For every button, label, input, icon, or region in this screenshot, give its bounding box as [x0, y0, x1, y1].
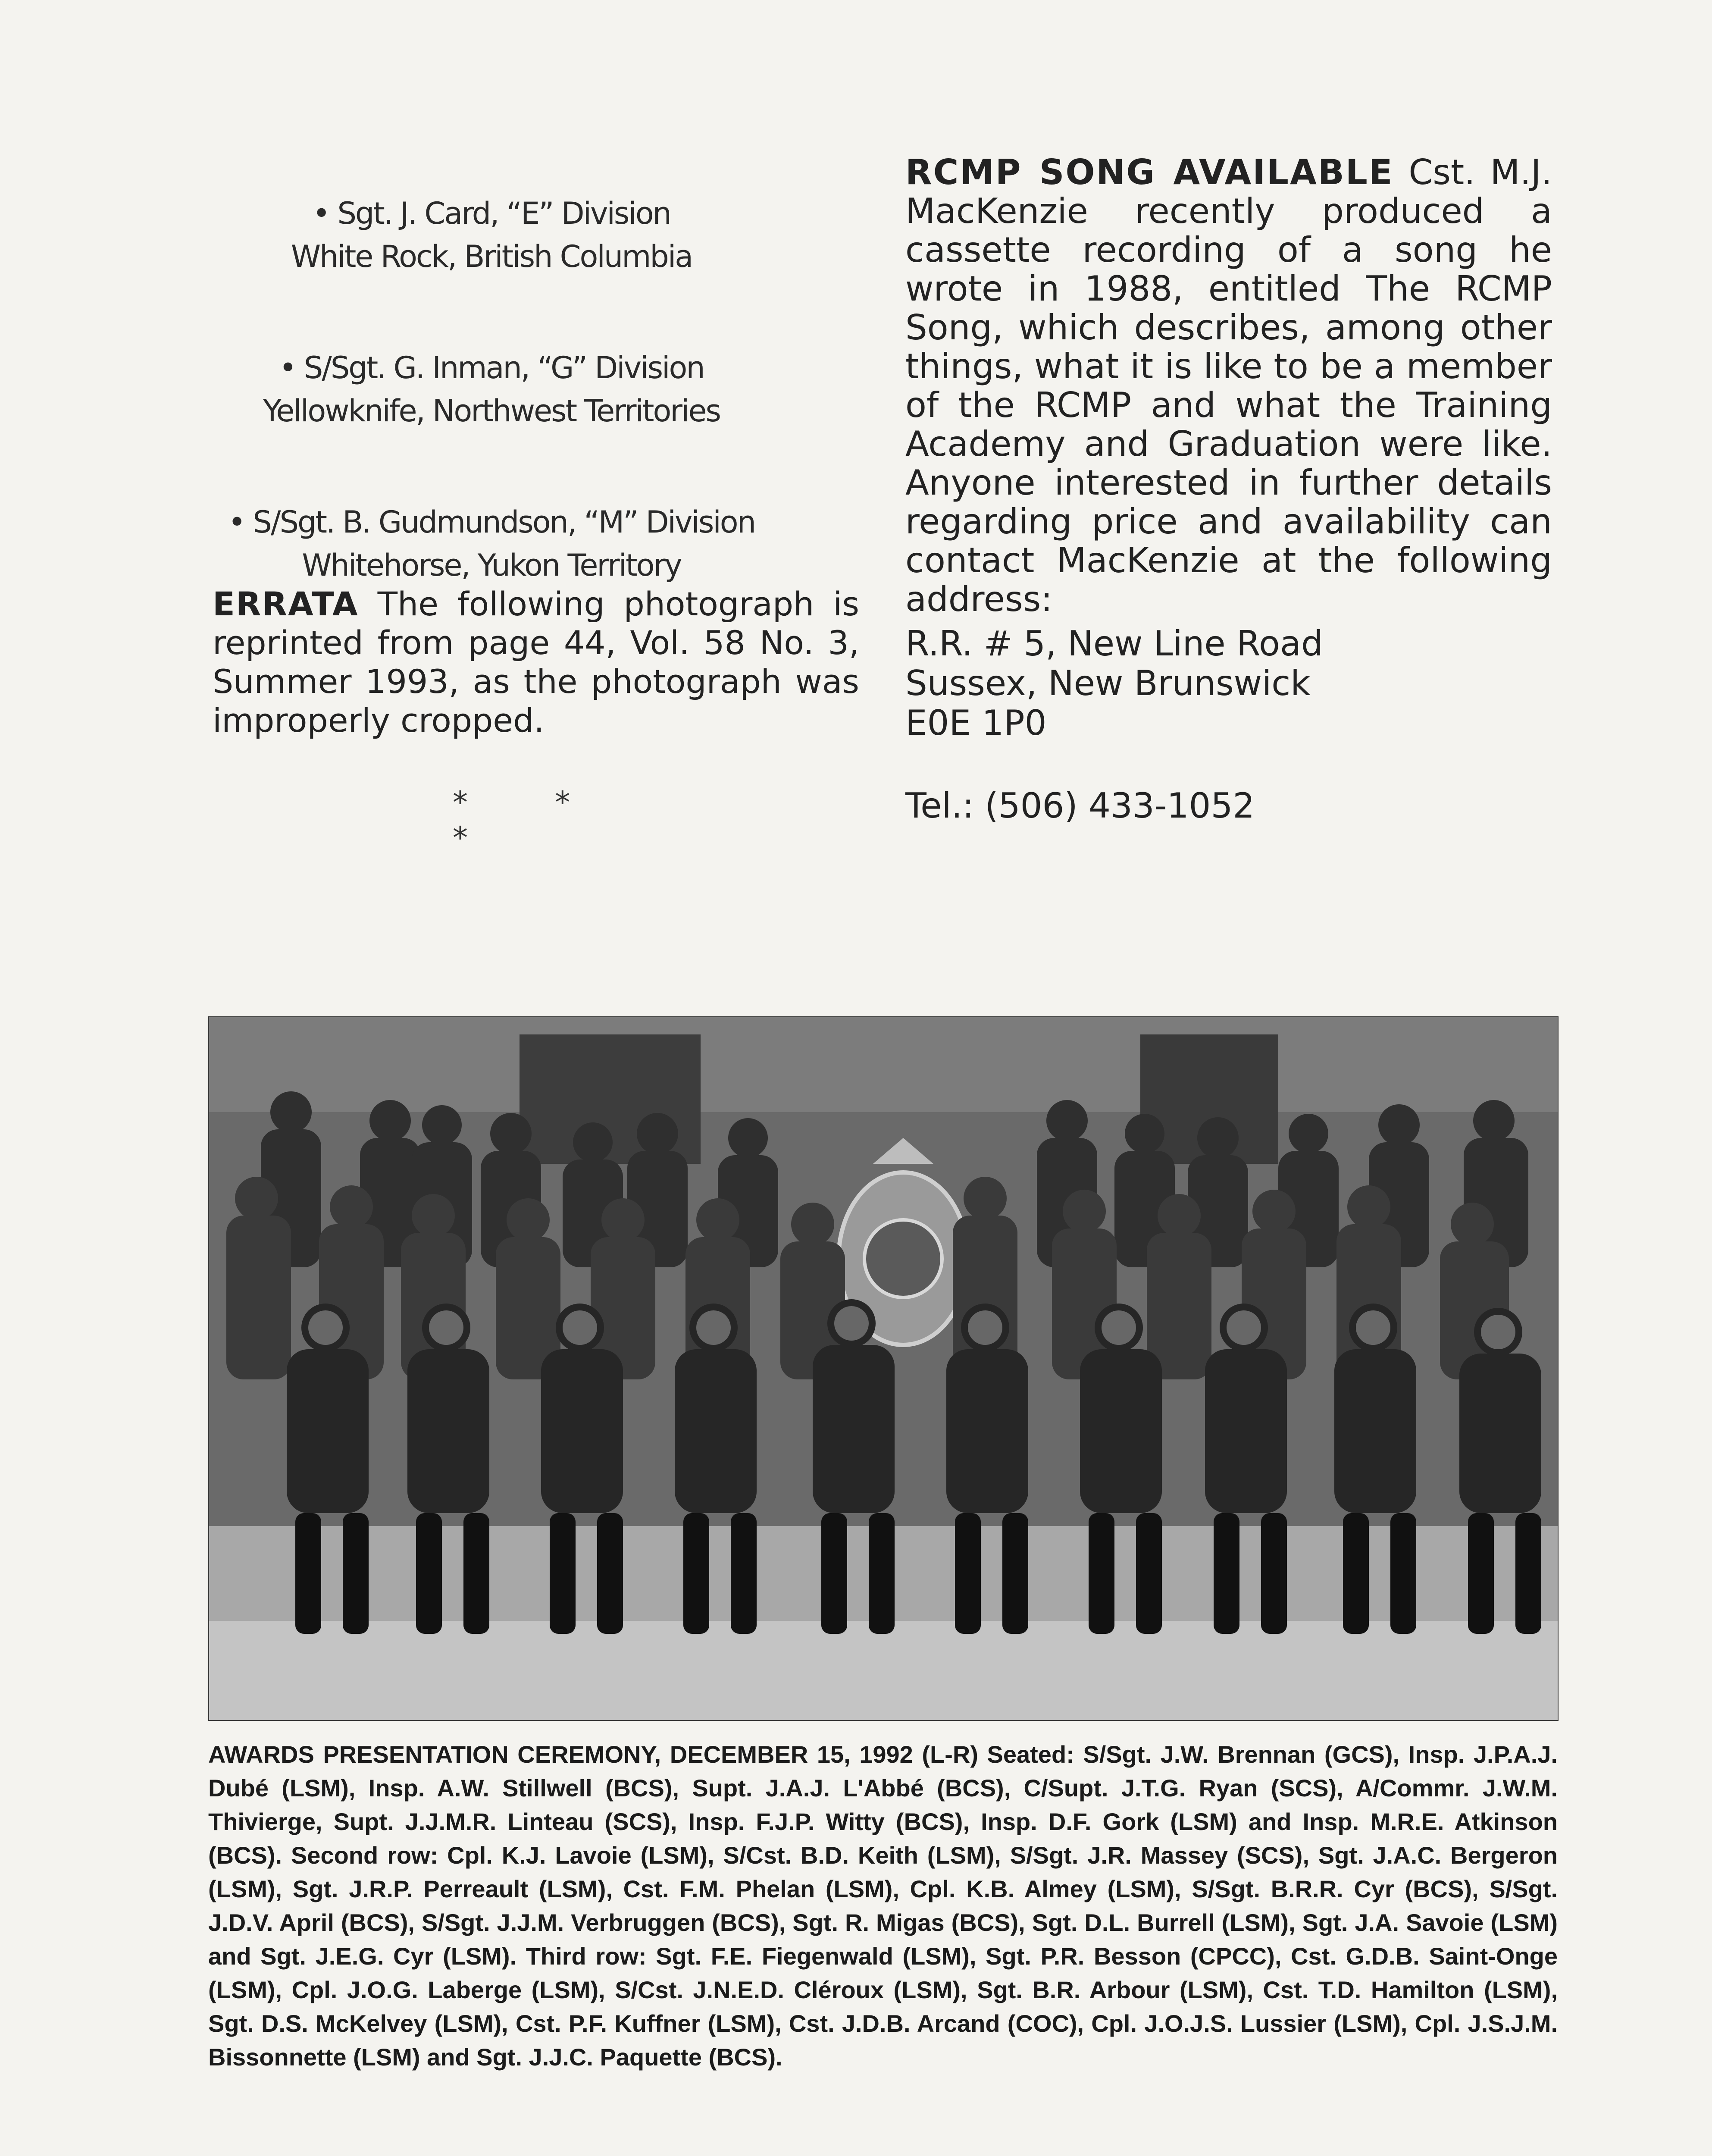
recipient-name: • Sgt. J. Card, “E” Division — [312, 196, 671, 231]
mailing-address — [905, 624, 1552, 743]
errata-heading: ERRATA — [213, 585, 359, 623]
errata-text: The following photograph is reprinted from page 44, Vol. 58 No. 3, Summer 1993, as the photograph was improperly cropped. — [213, 585, 859, 740]
section-separator: * * * — [453, 785, 609, 856]
recipient-location: White Rock, British Columbia — [291, 239, 692, 274]
recipient-entry — [216, 346, 767, 432]
telephone-number: Tel.: (506) 433-1052 — [905, 786, 1255, 826]
recipient-entry — [216, 501, 767, 587]
song-heading: RCMP SONG AVAILABLE — [905, 152, 1394, 192]
errata-section — [213, 585, 859, 740]
address-line: Sussex, New Brunswick — [905, 663, 1311, 703]
group-photograph — [208, 1016, 1559, 1721]
recipient-location: Yellowknife, Northwest Territories — [263, 393, 720, 429]
address-line: R.R. # 5, New Line Road — [905, 624, 1323, 664]
recipient-location: Whitehorse, Yukon Territory — [302, 548, 681, 583]
recipient-entry — [216, 192, 767, 278]
group-photo-illustration — [209, 1017, 1558, 1720]
recipient-name: • S/Sgt. G. Inman, “G” Division — [279, 350, 704, 385]
song-paragraph — [905, 153, 1552, 619]
errata-paragraph — [213, 585, 859, 740]
address-line: E0E 1P0 — [905, 703, 1047, 743]
recipient-name: • S/Sgt. B. Gudmundson, “M” Division — [228, 505, 755, 540]
song-text: Cst. M.J. MacKenzie recently produced a cassette recording of a song he wrote in 1988, entitled The RCMP Song, which describes, among other things, what it is like to be a member of the RCMP and what the Training Academy and Graduation were like. Anyone interested in further details regarding price and availability can contact MacKenzie at the following address: — [905, 152, 1552, 619]
photo-caption — [208, 1738, 1558, 2074]
photo-caption-text: AWARDS PRESENTATION CEREMONY, DECEMBER 15, 1992 (L-R) Seated: S/Sgt. J.W. Brennan (GCS), Insp. J.P.A.J. Dubé (LSM), Insp. A.W. Stillwell (BCS), Supt. J.A.J. L'Abbé (BCS), C/Supt. J.T.G. Ryan (SCS), A/Commr. J.W.M. Thivierge, Supt. J.J.M.R. Linteau (SCS), Insp. F.J.P. Witty (BCS), Insp. D.F. Gork (LSM) and Insp. M.R.E. Atkinson (BCS). Second row: Cpl. K.J. Lavoie (LSM), S/Cst. B.D. Keith (LSM), S/Sgt. J.R. Massey (SCS), Sgt. J.A.C. Bergeron (LSM), Sgt. J.R.P. Perreault (LSM), Cst. F.M. Phelan (LSM), Cpl. K.B. Almey (LSM), S/Sgt. B.R.R. Cyr (BCS), S/Sgt. J.D.V. April (BCS), S/Sgt. J.J.M. Verbruggen (BCS), Sgt. R. Migas (BCS), Sgt. D.L. Burrell (LSM), Sgt. J.A. Savoie (LSM) and Sgt. J.E.G. Cyr (LSM). Third row: Sgt. F.E. Fiegenwald (LSM), Sgt. P.R. Besson (CPCC), Cst. G.D.B. Saint-Onge (LSM), Cpl. J.O.G. Laberge (LSM), S/Cst. J.N.E.D. Cléroux (LSM), Sgt. B.R. Arbour (LSM), Cst. T.D. Hamilton (LSM), Sgt. D.S. McKelvey (LSM), Cst. P.F. Kuffner (LSM), Cst. J.D.B. Arcand (COC), Cpl. J.O.J.S. Lussier (LSM), Cpl. J.S.J.M. Bissonnette (LSM) and Sgt. J.J.C. Paquette (BCS). — [208, 1741, 1558, 2071]
song-section — [905, 153, 1552, 619]
